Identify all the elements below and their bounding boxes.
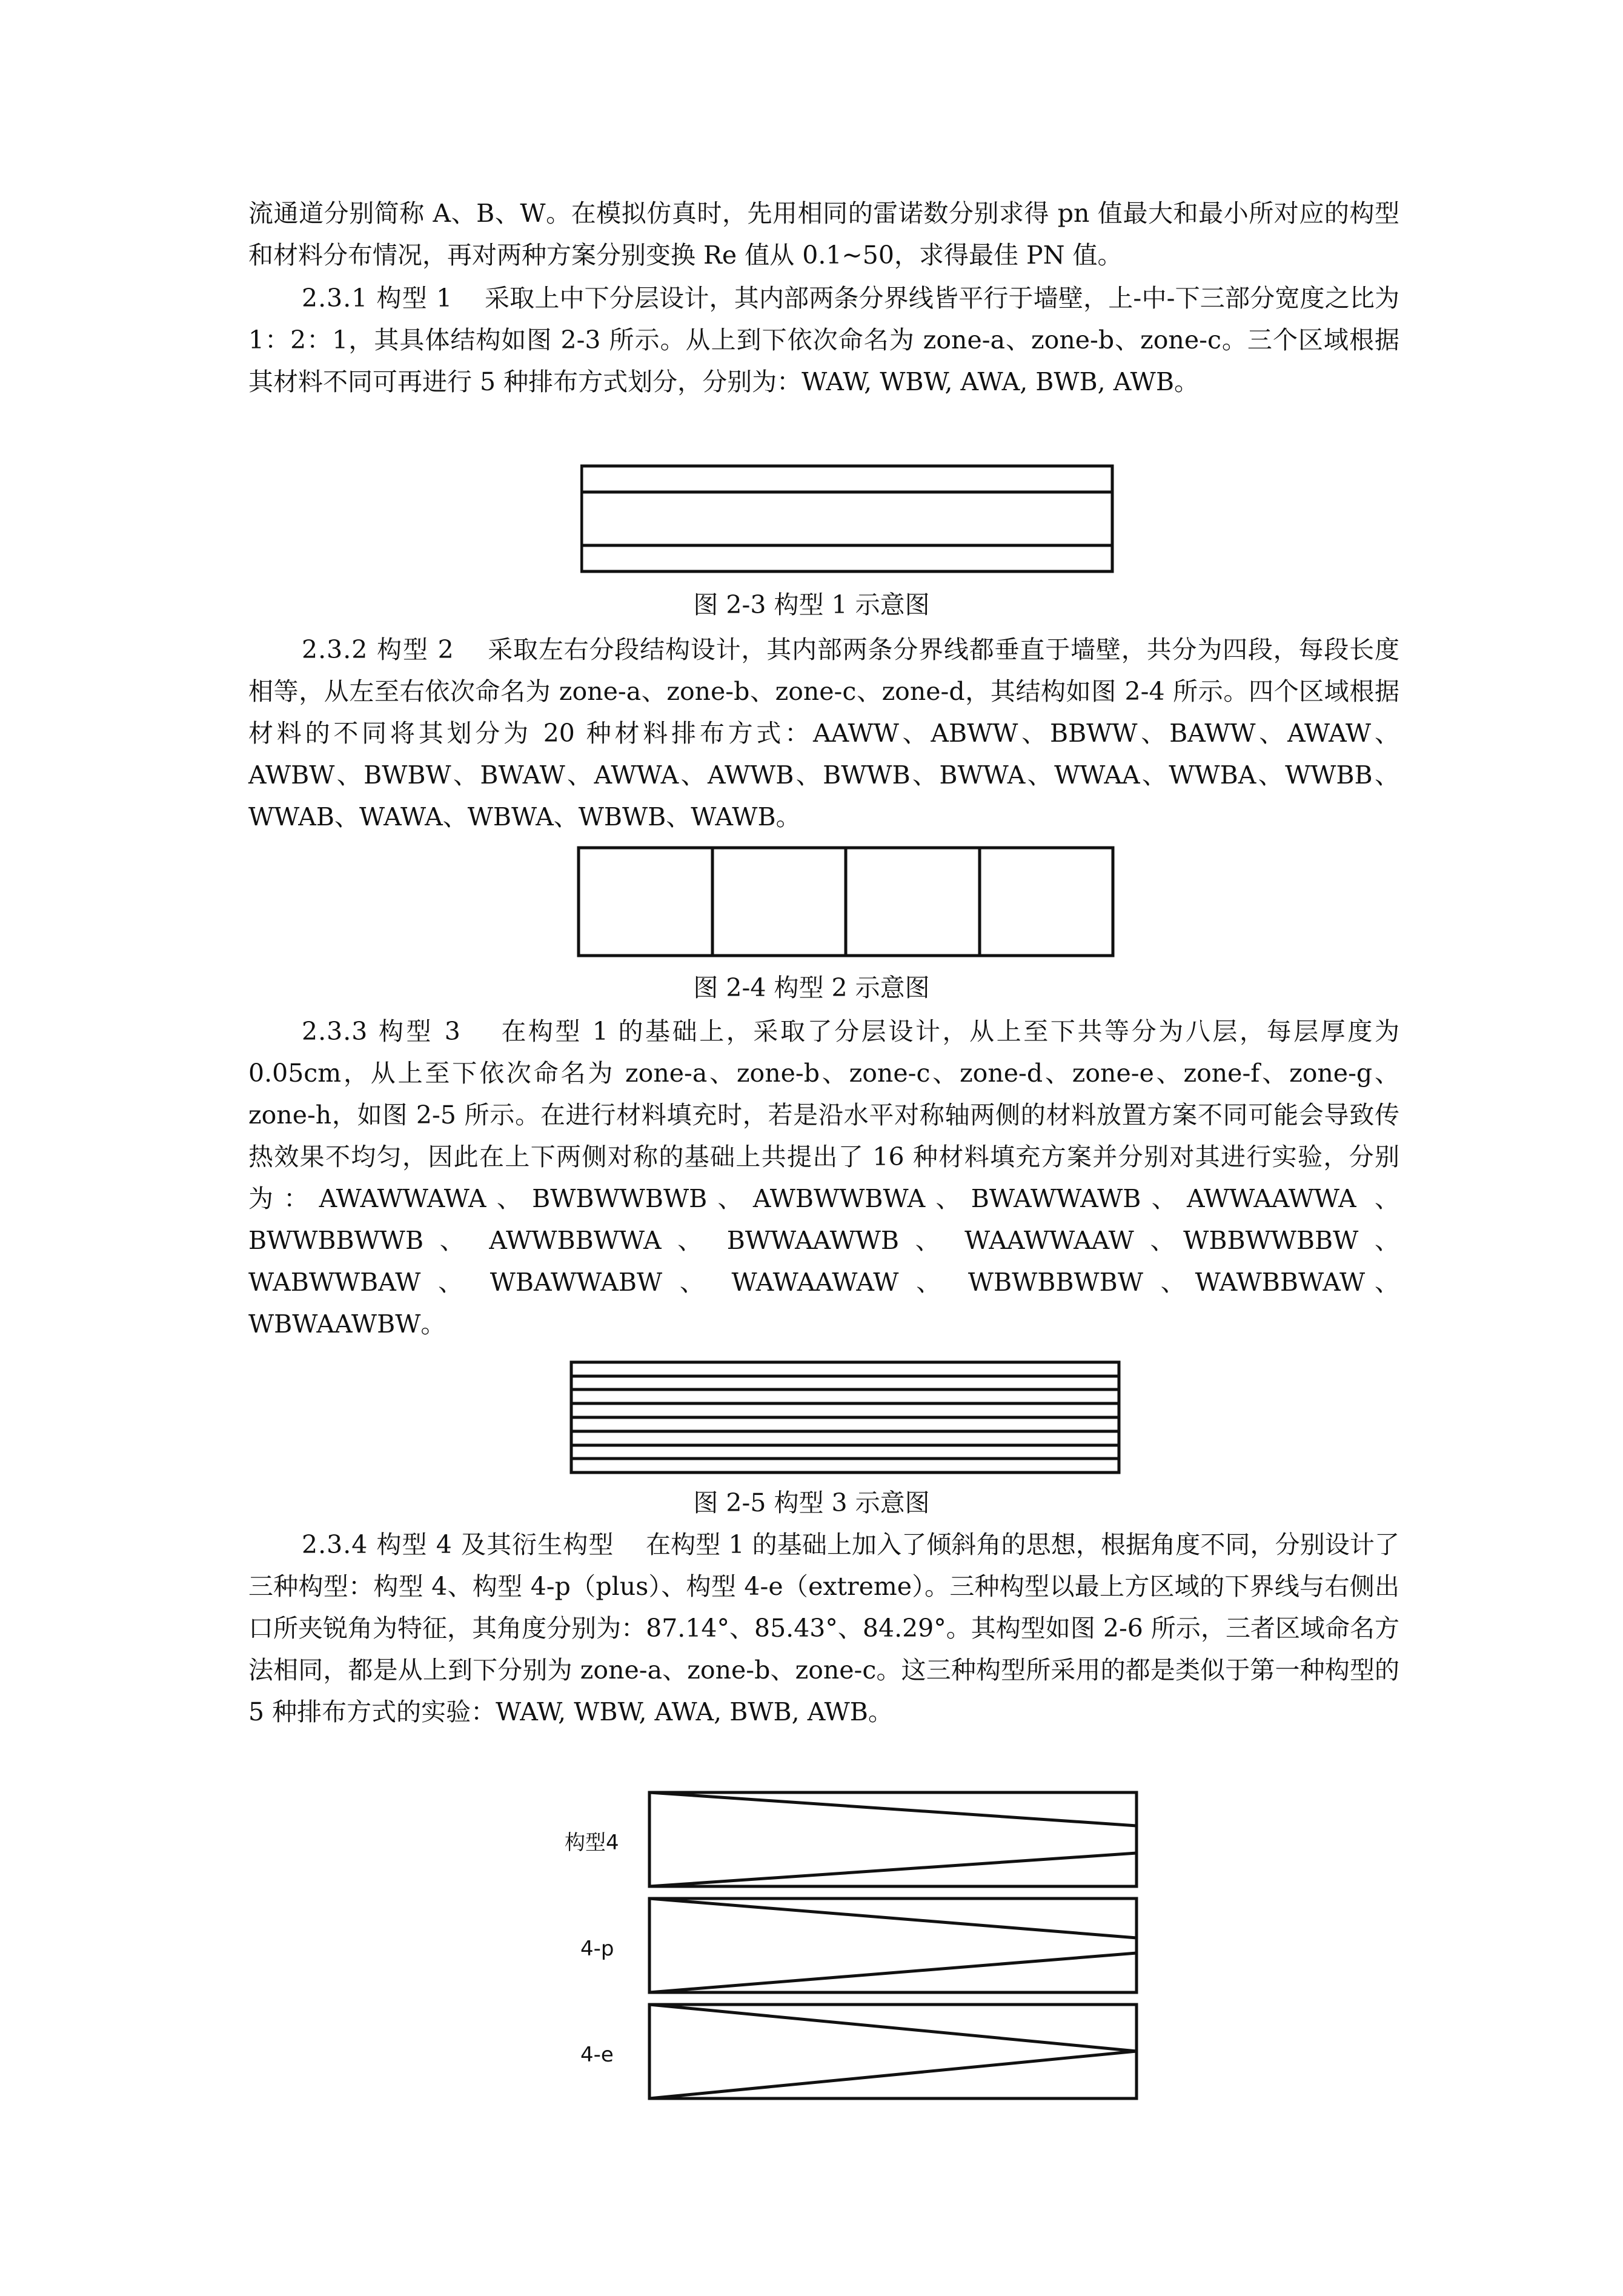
- config-4-upper-boundary: [649, 1792, 1137, 1826]
- section-heading: 2.3.4 构型 4 及其衍生构型: [302, 1530, 614, 1559]
- section-heading: 2.3.1 构型 1: [302, 284, 453, 313]
- section-body: 采取上中下分层设计，其内部两条分界线皆平行于墙壁，上-中-下三部分宽度之比为 1：2：1，其具体结构如图 2-3 所示。从上到下依次命名为 zone-a、zone-b、zone-c。三个区域根据其材料不同可再进行 5 种排布方式划分，分别为：WAW, WBW, AWA, BWB, AWB。: [248, 284, 1399, 396]
- figure-2-3: [580, 464, 1115, 574]
- outer-rect: [582, 466, 1112, 571]
- section-2-3-4: [248, 1524, 1399, 1733]
- figure-2-5: [569, 1360, 1122, 1476]
- section-2-3-2: [248, 629, 1399, 838]
- config-4-rect: [649, 1792, 1137, 1886]
- figure-2-4-caption: 图 2-4 构型 2 示意图: [693, 973, 930, 1002]
- section-2-3-1: [248, 278, 1399, 403]
- config-4-lower-boundary: [649, 1853, 1137, 1886]
- config-4e-upper-boundary: [649, 2005, 1137, 2051]
- section-body: 在构型 1 的基础上，采取了分层设计，从上至下共等分为八层，每层厚度为 0.05cm，从上至下依次命名为 zone-a、zone-b、zone-c、zone-d、zone-e、zone-f、zone-g、zone-h，如图 2-5 所示。在进行材料填充时，若是沿水平对称轴两侧的材料放置方案不同可能会导致传热效果不均匀，因此在上下两侧对称的基础上共提出了 16 种材料填充方案并分别对其进行实验，分别为：AWAWWAWA、BWBWWBWB、AWBWWBWA、BWAWWAWB、AWWAAWWA 、 BWWBBWWB 、 AWWBBWWA 、 BWWAAWWB 、 WAAWWAAW 、WBBWWBBW 、 WABWWBAW 、 WBAWWABW 、 WAWAAWAW 、 WBWBBWBW 、WAWBBWAW、WBWAAWBW。: [248, 1017, 1399, 1339]
- section-body: 在构型 1 的基础上加入了倾斜角的思想，根据角度不同，分别设计了三种构型：构型 4、构型 4-p（plus）、构型 4-e（extreme）。三种构型以最上方区域的下界线与右侧出口所夹锐角为特征，其角度分别为：87.14°、85.43°、84.29°。其构型如图 2-6 所示，三者区域命名方法相同，都是从上到下分别为 zone-a、zone-b、zone-c。这三种构型所采用的都是类似于第一种构型的 5 种排布方式的实验：WAW, WBW, AWA, BWB, AWB。: [248, 1530, 1399, 1726]
- intro-paragraph: [248, 193, 1399, 276]
- intro-text: 流通道分别简称 A、B、W。在模拟仿真时，先用相同的雷诺数分别求得 pn 值最大和最小所对应的构型和材料分布情况，再对两种方案分别变换 Re 值从 0.1~50，求得最佳 PN 值。: [248, 199, 1399, 270]
- figure-2-3-caption: 图 2-3 构型 1 示意图: [693, 590, 930, 619]
- config-4p-upper-boundary: [649, 1898, 1137, 1938]
- section-heading: 2.3.3 构型 3: [302, 1017, 461, 1046]
- figure-2-4: [577, 846, 1116, 959]
- figure-label-4e: 4-e: [580, 2043, 614, 2067]
- section-body: 采取左右分段结构设计，其内部两条分界线都垂直于墙壁，共分为四段，每段长度相等，从左至右依次命名为 zone-a、zone-b、zone-c、zone-d，其结构如图 2-4 所示。四个区域根据材料的不同将其划分为 20 种材料排布方式：AAWW、ABWW、BBWW、BAWW、AWAW、AWBW、BWBW、BWAW、AWWA、AWWB、BWWB、BWWA、WWAA、WWBA、WWBB、WWAB、WAWA、WBWA、WBWB、WAWB。: [248, 635, 1399, 831]
- section-heading: 2.3.2 构型 2: [302, 635, 454, 664]
- section-2-3-3: [248, 1011, 1399, 1345]
- figure-2-5-caption: 图 2-5 构型 3 示意图: [693, 1488, 930, 1517]
- config-4e-lower-boundary: [649, 2051, 1137, 2098]
- figure-label-4: 构型4: [565, 1831, 619, 1855]
- config-4e-rect: [649, 2005, 1137, 2098]
- config-4p-lower-boundary: [649, 1953, 1137, 1992]
- figure-2-6: [563, 1791, 1145, 2118]
- config-4p-rect: [649, 1898, 1137, 1992]
- figure-label-4p: 4-p: [580, 1937, 614, 1961]
